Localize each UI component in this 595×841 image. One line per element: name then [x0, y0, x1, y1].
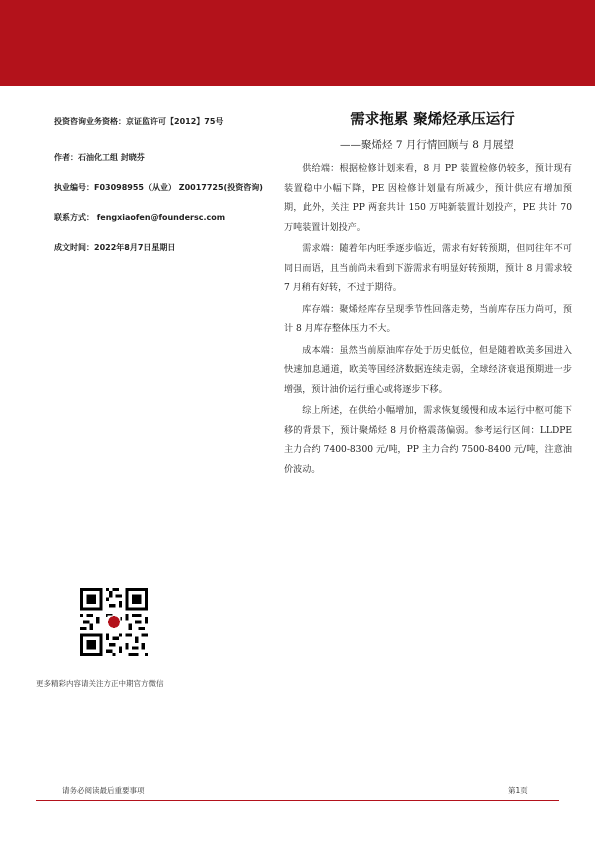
paragraph-demand: 需求端：随着年内旺季逐步临近，需求有好转预期，但同往年不可同日而语，且当前尚未看到下游需求有明显好转预期，预计 8 月需求较 7 月稍有好转，不过于期待。	[284, 244, 572, 293]
footer-disclaimer: 请务必阅读最后重要事项	[62, 786, 145, 795]
report-subtitle: ——聚烯烃 7 月行情回顾与 8 月展望	[340, 139, 514, 151]
license-text: 执业编号：F03098955（从业） Z0017725(投资咨询)	[54, 183, 263, 192]
page-number: 第1页	[508, 786, 528, 795]
qr-caption: 更多精彩内容请关注方正中期官方微信	[36, 679, 164, 688]
qr-code-icon	[80, 588, 148, 656]
date-text: 成文时间：2022年8月7日星期日	[54, 243, 176, 252]
authors-text: 作者：石油化工组 封晓芬	[54, 153, 145, 162]
contact-text: 联系方式： fengxiaofen@foundersc.com	[54, 213, 226, 222]
paragraph-supply: 供给端：根据检修计划来看，8 月 PP 装置检修仍较多，预计现有装置稳中小幅下降，PE 因检修计划量有所减少，预计供应有增加预期，此外，关注 PP 两套共计 150 万吨新装置计划投产，PE 共计 70 万吨装置计划投产。	[284, 164, 572, 233]
report-title: 需求拖累 聚烯烃承压运行	[350, 111, 515, 128]
report-body	[284, 160, 572, 482]
paragraph-cost: 成本端：虽然当前原油库存处于历史低位，但是随着欧美多国进入快速加息通道，欧美等国经济数据连续走弱，全球经济衰退预期进一步增强，预计油价运行重心或将逐步下移。	[284, 345, 572, 395]
paragraph-summary: 综上所述，在供给小幅增加，需求恢复缓慢和成本运行中枢可能下移的背景下，预计聚烯烃 8 月价格震荡偏弱。参考运行区间：LLDPE 主力合约 7400-8300 元/吨，PP 主力合约 7500-8400 元/吨，注意油价波动。	[284, 406, 572, 475]
header-banner	[0, 0, 595, 86]
qualification-text: 投资咨询业务资格：京证监许可【2012】75号	[54, 117, 224, 126]
footer-divider	[36, 800, 559, 801]
paragraph-inventory: 库存端：聚烯烃库存呈现季节性回落走势，当前库存压力尚可，预计 8 月库存整体压力不大。	[284, 304, 572, 334]
